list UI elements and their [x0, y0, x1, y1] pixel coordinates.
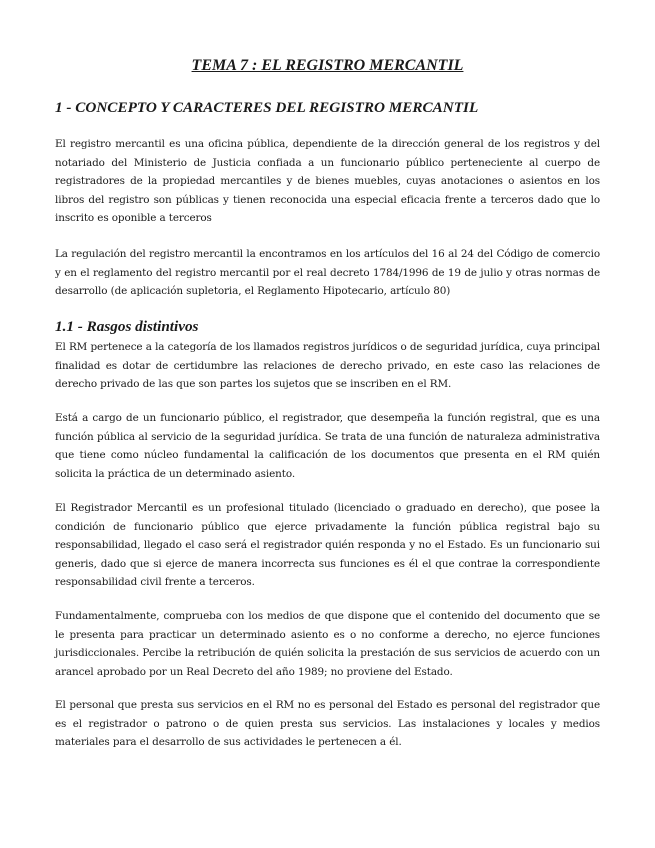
- paragraph: El RM pertenece a la categoría de los llamados registros jurídicos o de seguridad jurídica, cuya principal finalidad es dotar de certidumbre las relaciones de derecho privado, en este caso las relaciones de derecho privado de las que son partes los sujetos que se inscriben en el RM.: [55, 341, 600, 390]
- paragraph: Está a cargo de un funcionario público, el registrador, que desempeña la función registral, que es una función pública al servicio de la seguridad jurídica. Se trata de una función de naturaleza administrativa que tiene como núcleo fundamental la calificación de los documentos que presenta en el RM quién solicita la práctica de un determinado asiento.: [55, 412, 600, 480]
- section-heading: 1 - CONCEPTO Y CARACTERES DEL REGISTRO MERCANTIL: [55, 99, 479, 116]
- paragraph: El registro mercantil es una oficina pública, dependiente de la dirección general de los registros y del notariado del Ministerio de Justicia confiada a un funcionario público perteneciente al cuerpo de registradores de la propiedad mercantiles y de bienes muebles, cuyas anotaciones o asientos en los libros del registro son públicas y tienen reconocida una especial eficacia frente a terceros dado que lo inscrito es oponible a terceros: [55, 138, 600, 224]
- paragraph: El Registrador Mercantil es un profesional titulado (licenciado o graduado en derecho), que posee la condición de funcionario público que ejerce privadamente la función pública registral bajo su responsabilidad, llegado el caso será el registrador quién responda y no el Estado. Es un funcionario sui generis, dado que si ejerce de manera incorrecta sus funciones es él el que contrae la correspondiente responsabilidad civil frente a terceros.: [55, 502, 600, 588]
- document-title: TEMA 7 : EL REGISTRO MERCANTIL: [191, 57, 464, 74]
- paragraph: La regulación del registro mercantil la encontramos en los artículos del 16 al 24 del Código de comercio y en el reglamento del registro mercantil por el real decreto 1784/1996 de 19 de julio y otras normas de desarrollo (de aplicación supletoria, el Reglamento Hipotecario, artículo 80): [55, 248, 600, 297]
- paragraph: El personal que presta sus servicios en el RM no es personal del Estado es personal del registrador que es el registrador o patrono o de quien presta sus servicios. Las instalaciones y locales y medios materiales para el desarrollo de sus actividades le pertenecen a él.: [55, 699, 600, 748]
- paragraph: Fundamentalmente, comprueba con los medios de que dispone que el contenido del documento que se le presenta para practicar un determinado asiento es o no conforme a derecho, no ejerce funciones jurisdiccionales. Percibe la retribución de quién solicita la prestación de sus servicios de acuerdo con un arancel aprobado por un Real Decreto del año 1989; no proviene del Estado.: [55, 610, 600, 678]
- subsection-heading: 1.1 - Rasgos distintivos: [55, 318, 199, 335]
